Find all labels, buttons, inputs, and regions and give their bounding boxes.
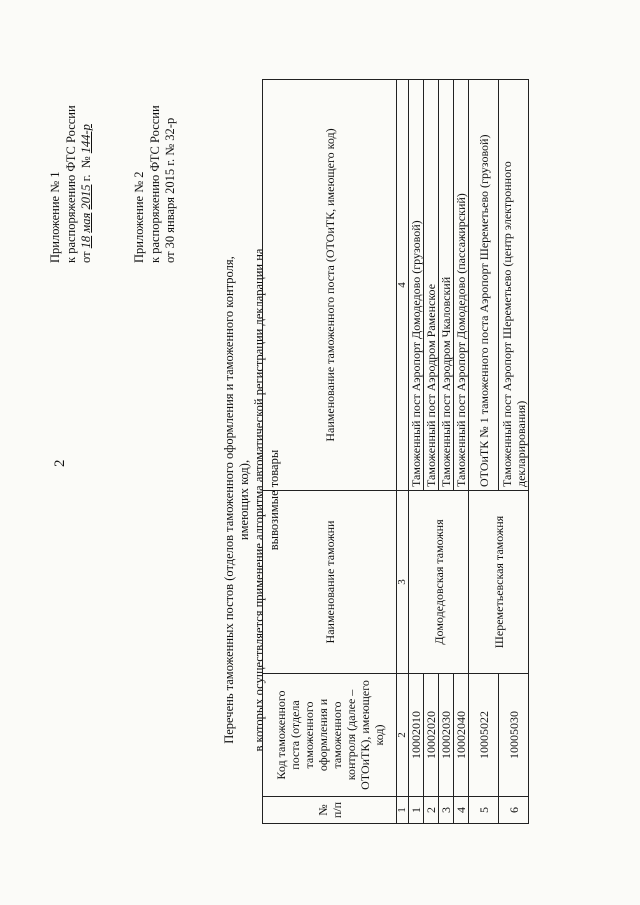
table-row [409,80,424,824]
header-post: Наименование таможенного поста (ОТОиТК, имеющего код) [263,80,397,491]
appendix-1-title: Приложение № 1 [48,171,62,263]
row-post-name: Таможенный пост Аэропорт Домодедово (пассажирский) [454,80,469,491]
appendix-2-order: к распоряжению ФТС России [147,105,162,263]
row-code: 10002020 [424,674,439,797]
appendix-1-year: 2015 [79,184,93,210]
appendix-1-date-line: от 18 мая 2015 г. № 144-р [79,124,93,263]
column-number: 2 [397,674,409,797]
appendix-1-month: мая [79,212,93,233]
appendix-1-day: 18 [79,235,93,249]
row-post-name: Таможенный пост Аэропорт Шереметьево (центр электронного декларирования) [499,80,529,491]
row-number: 3 [439,797,454,824]
customs-name-sheremetyevo: Шереметьевская таможня [469,491,529,674]
row-code: 10002040 [454,674,469,797]
table-row [499,80,529,824]
header-customs: Наименование таможни [263,491,397,674]
page-number: 2 [52,459,68,467]
appendix-1-block [48,105,95,263]
column-number-row [397,80,409,824]
row-number: 4 [454,797,469,824]
title-line-2: в которых осуществляется применение алгоритма автоматической регистрации декларации на вывозимые товары [252,248,281,752]
row-code: 10002030 [439,674,454,797]
appendix-2-date-line: от 30 января 2015 г. № 32-р [163,117,177,263]
table-row [439,80,454,824]
column-number: 4 [397,80,409,491]
table-row [454,80,469,824]
row-code: 10005030 [499,674,529,797]
row-number: 1 [409,797,424,824]
title-line-1: Перечень таможенных постов (отделов таможенного оформления и таможенного контроля, имеющих код), [222,256,251,744]
customs-name-domodedovo: Домодедовская таможня [409,491,469,674]
appendix-1-number: 144-р [79,124,93,154]
row-number: 2 [424,797,439,824]
appendix-2-title: Приложение № 2 [132,171,146,263]
column-number: 1 [397,797,409,824]
row-post-name: Таможенный пост Аэродром Чкаловский [439,80,454,491]
column-number: 3 [397,491,409,674]
row-number: 5 [469,797,499,824]
appendix-2-block [132,105,179,263]
row-post-name: ОТОиТК № 1 таможенного поста Аэропорт Шереметьево (грузовой) [469,80,499,491]
row-code: 10002010 [409,674,424,797]
row-post-name: Таможенный пост Аэропорт Домодедово (грузовой) [409,80,424,491]
table-header-row [263,80,397,824]
row-post-name: Таможенный пост Аэродром Раменское [424,80,439,491]
row-number: 6 [499,797,529,824]
appendix-1-order: к распоряжению ФТС России [63,105,78,263]
table-row [469,80,499,824]
row-code: 10005022 [469,674,499,797]
header-code: Код таможенного поста (отдела таможенного оформления и таможенного контроля (далее – ОТОиТК), имеющего код) [263,674,397,797]
table-row [424,80,439,824]
customs-posts-table [262,79,529,824]
header-num: № п/п [263,797,397,824]
